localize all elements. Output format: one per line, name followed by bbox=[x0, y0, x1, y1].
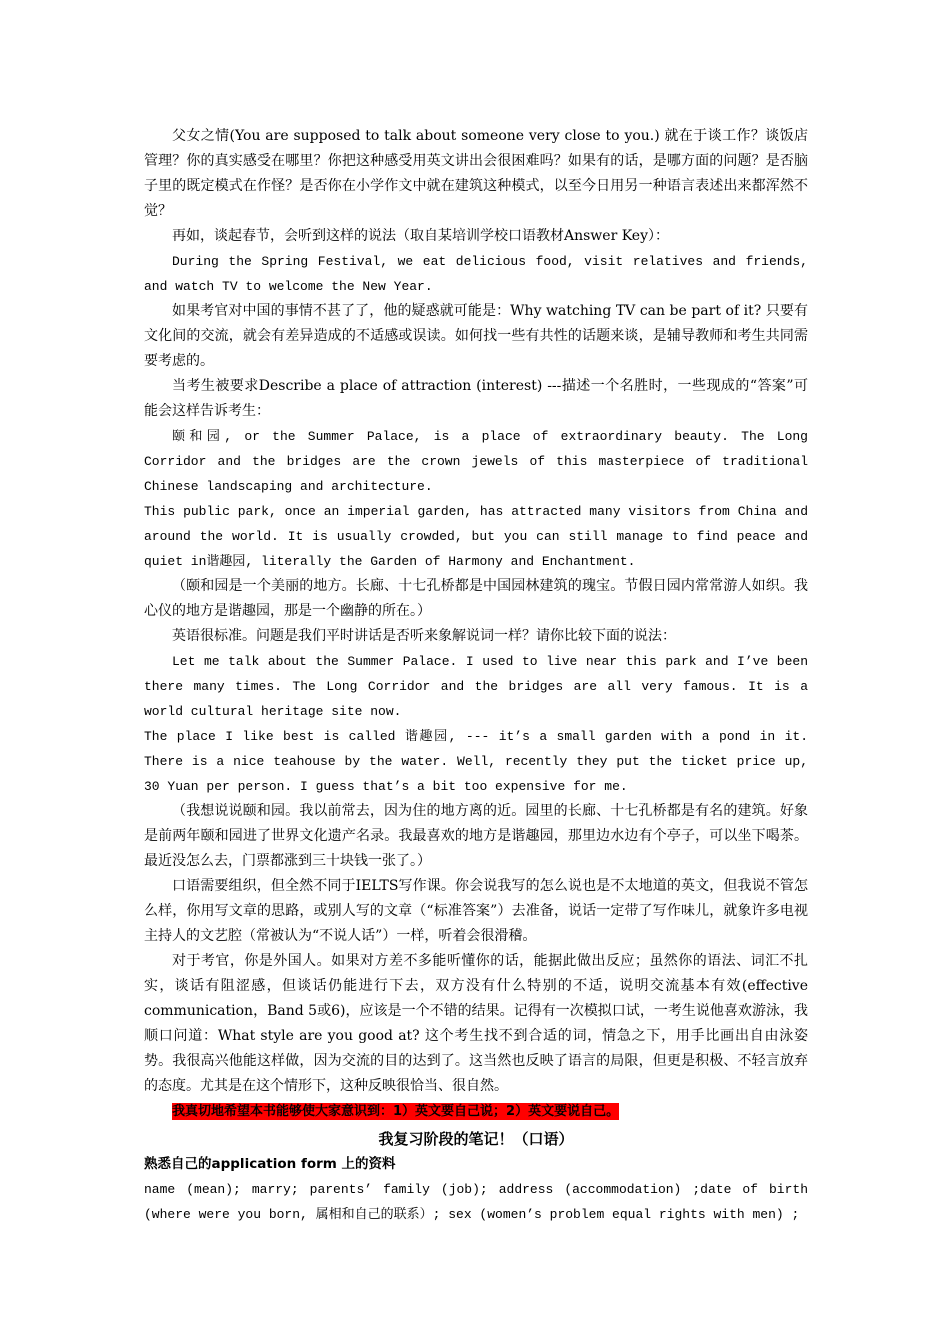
paragraph-2: 再如，谈起春节，会听到这样的说法（取自某培训学校口语教材Answer Key）： bbox=[172, 228, 669, 244]
paragraph-14: 对于考官，你是外国人。如果对方差不多能听懂你的话，能据此做出反应；虽然你的语法、词汇不扎实，谈话有阻涩感，但谈话仍能进行下去，双方没有什么特别的不适，说明交流基本有效(effective communication，Band 5或6)，应该是一个不错的结果。记得有一次模拟口试，一考生说他喜欢游泳，我顺口问道：What style are you good at? 这个考生找不到合适的词，情急之下，用手比画出自由泳姿势。我很高兴他能这样做，因为交流的目的达到了。这当然也反映了语言的局限，但更是积极、不轻言放弃的态度。尤其是在这个情形下，这种反映很恰当、很自然。 bbox=[144, 953, 808, 1094]
paragraph-3: During the Spring Festival, we eat delicious food, visit relatives and friends, and watch TV to welcome the New Year. bbox=[144, 254, 808, 294]
highlight-paragraph bbox=[144, 1099, 808, 1124]
paragraph-7: This public park, once an imperial garden, has attracted many visitors from China and around the world. It is usually crowded, but you can still manage to find peace and quiet in谐趣园, literally the Garden of Harmony and Enchantment. bbox=[144, 504, 808, 569]
notes-line: name (mean); marry; parents’ family (job); address (accommodation) ;date of birth (where were you born, 属相和自己的联系）; sex (women’s problem equal rights with men) ; bbox=[144, 1182, 808, 1222]
paragraph-8: （颐和园是一个美丽的地方。长廊、十七孔桥都是中国园林建筑的瑰宝。节假日园内常常游人如织。我心仪的地方是谐趣园，那是一个幽静的所在。） bbox=[144, 578, 808, 619]
paragraph-13: 口语需要组织，但全然不同于IELTS写作课。你会说我写的怎么说也是不太地道的英文，但我说不管怎么样，你用写文章的思路，或别人写的文章（“标准答案”）去准备，说话一定带了写作味儿，就象许多电视主持人的文艺腔（常被认为“不说人话”）一样，听着会很滑稽。 bbox=[144, 878, 808, 944]
paragraph-12: （我想说说颐和园。我以前常去，因为住的地方离的近。园里的长廊、十七孔桥都是有名的建筑。好象是前两年颐和园进了世界文化遗产名录。我最喜欢的地方是谐趣园，那里边水边有个亭子，可以坐下喝茶。最近没怎么去，门票都涨到三十块钱一张了。） bbox=[144, 803, 808, 869]
paragraph-5: 当考生被要求Describe a place of attraction (interest) ---描述一个名胜时，一些现成的“答案”可能会这样告诉考生： bbox=[144, 378, 808, 419]
section-title: 我复习阶段的笔记！（口语） bbox=[378, 1130, 574, 1148]
paragraph-4: 如果考官对中国的事情不甚了了，他的疑惑就可能是：Why watching TV can be part of it? 只要有文化间的交流，就会有差异造成的不适感或误读。如何找一些有共性的话题来谈，是辅导教师和考生共同需要考虑的。 bbox=[144, 303, 808, 369]
paragraph-10: Let me talk about the Summer Palace. I used to live near this park and I’ve been there many times. The Long Corridor and the bridges are all very famous. It is a world cultural heritage site now. bbox=[144, 654, 808, 719]
paragraph-6: 颐和园, or the Summer Palace, is a place of extraordinary beauty. The Long Corridor and the bridges are the crown jewels of this masterpiece of traditional Chinese landscaping and architecture. bbox=[144, 429, 808, 494]
subsection-title: 熟悉自己的application form 上的资料 bbox=[144, 1156, 396, 1172]
highlighted-sentence: 我真切地希望本书能够使大家意识到：1）英文要自己说；2）英文要说自己。 bbox=[172, 1104, 620, 1119]
paragraph-11: The place I like best is called 谐趣园, --- it’s a small garden with a pond in it. There is a nice teahouse by the water. Well, recently they put the ticket price up, 30 Yuan per person. I guess that’s a bit too expensive for me. bbox=[144, 729, 808, 794]
paragraph-9: 英语很标准。问题是我们平时讲话是否听来象解说词一样？请你比较下面的说法： bbox=[172, 628, 676, 644]
document-body bbox=[144, 124, 808, 1227]
paragraph-1: 父女之情(You are supposed to talk about someone very close to you.) 就在于谈工作？谈饭店管理？你的真实感受在哪里？你把这种感受用英文讲出会很困难吗？如果有的话，是哪方面的问题？是否脑子里的既定模式在作怪？是否你在小学作文中就在建筑这种模式，以至今日用另一种语言表述出来都浑然不觉？ bbox=[144, 128, 808, 219]
